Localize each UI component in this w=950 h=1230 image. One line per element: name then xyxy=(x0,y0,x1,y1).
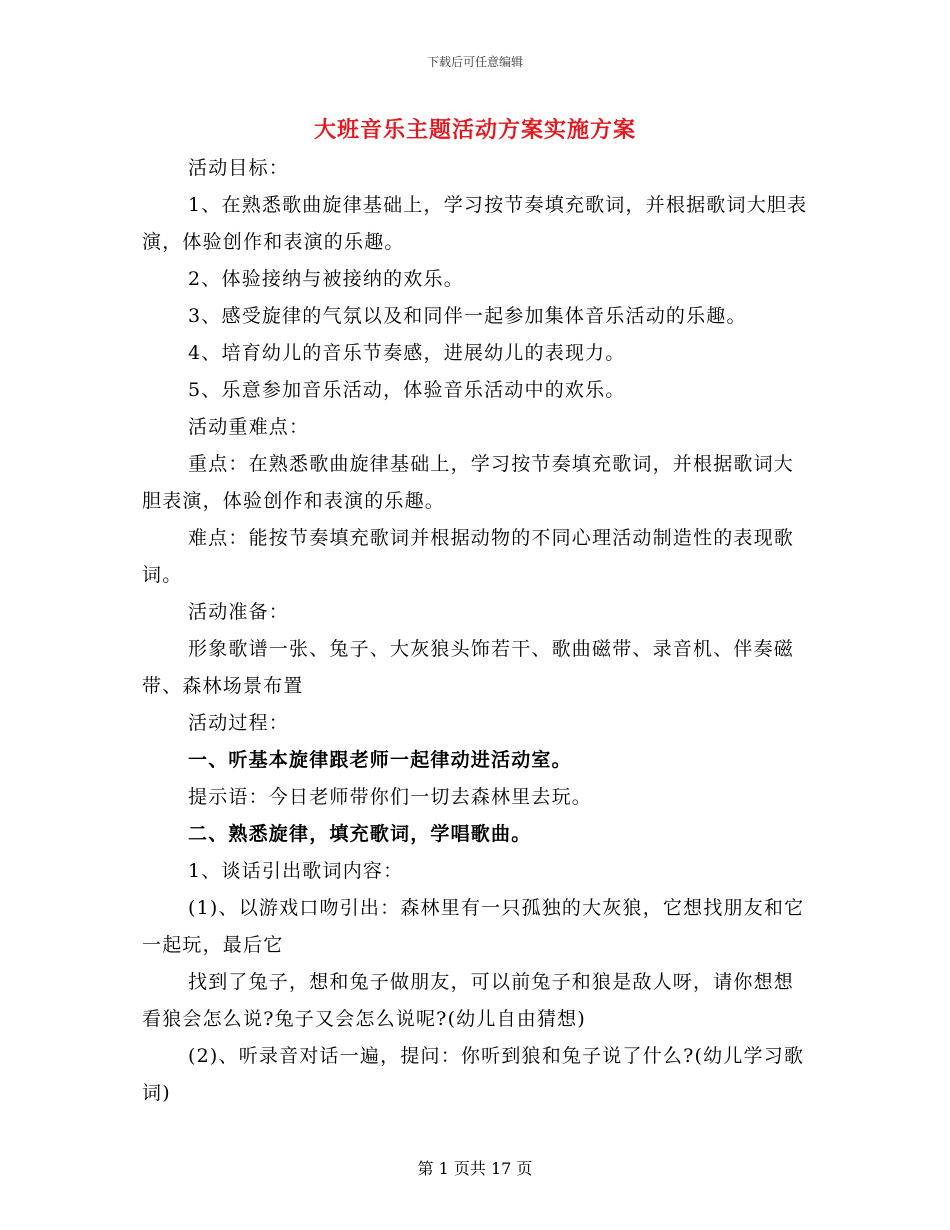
paragraph: 3、感受旋律的气氛以及和同伴一起参加集体音乐活动的乐趣。 xyxy=(188,305,747,327)
page-number: 第 1 页共 17 页 xyxy=(417,1159,533,1178)
paragraph: 2、体验接纳与被接纳的欢乐。 xyxy=(188,268,464,290)
paragraph: 提示语：今日老师带你们一切去森林里去玩。 xyxy=(188,786,593,808)
paragraph: 5、乐意参加音乐活动，体验音乐活动中的欢乐。 xyxy=(188,379,626,401)
paragraph: 难点：能按节奏填充歌词并根据动物的不同心理活动制造性的表现歌词。 xyxy=(142,527,795,586)
paragraph: 4、培育幼儿的音乐节奏感，进展幼儿的表现力。 xyxy=(188,342,626,364)
paragraph: 形象歌谱一张、兔子、大灰狼头饰若干、歌曲磁带、录音机、伴奏磁带、森林场景布置 xyxy=(142,638,795,697)
section-heading: 一、听基本旋律跟老师一起律动进活动室。 xyxy=(188,749,572,771)
section-heading: 二、熟悉旋律，填充歌词，学唱歌曲。 xyxy=(188,823,532,845)
paragraph: 1、谈话引出歌词内容： xyxy=(188,860,404,882)
paragraph: 活动重难点： xyxy=(188,416,310,438)
paragraph: 1、在熟悉歌曲旋律基础上，学习按节奏填充歌词，并根据歌词大胆表演，体验创作和表演的乐趣。 xyxy=(142,194,808,253)
paragraph: 活动目标： xyxy=(188,157,290,179)
paragraph: 找到了兔子，想和兔子做朋友，可以前兔子和狼是敌人呀，请你想想看狼会怎么说?兔子又会怎么说呢?(幼儿自由猜想) xyxy=(142,971,795,1030)
page-header-note: 下载后可任意编辑 xyxy=(426,55,523,69)
paragraph: (2)、听录音对话一遍，提问：你听到狼和兔子说了什么?(幼儿学习歌词) xyxy=(142,1045,805,1104)
paragraph: (1)、以游戏口吻引出：森林里有一只孤独的大灰狼，它想找朋友和它一起玩，最后它 xyxy=(142,897,805,956)
paragraph: 活动准备： xyxy=(188,601,290,623)
document-body xyxy=(142,150,812,1112)
paragraph: 重点：在熟悉歌曲旋律基础上，学习按节奏填充歌词，并根据歌词大胆表演，体验创作和表演的乐趣。 xyxy=(142,453,795,512)
document-title: 大班音乐主题活动方案实施方案 xyxy=(313,117,636,143)
paragraph: 活动过程： xyxy=(188,712,290,734)
